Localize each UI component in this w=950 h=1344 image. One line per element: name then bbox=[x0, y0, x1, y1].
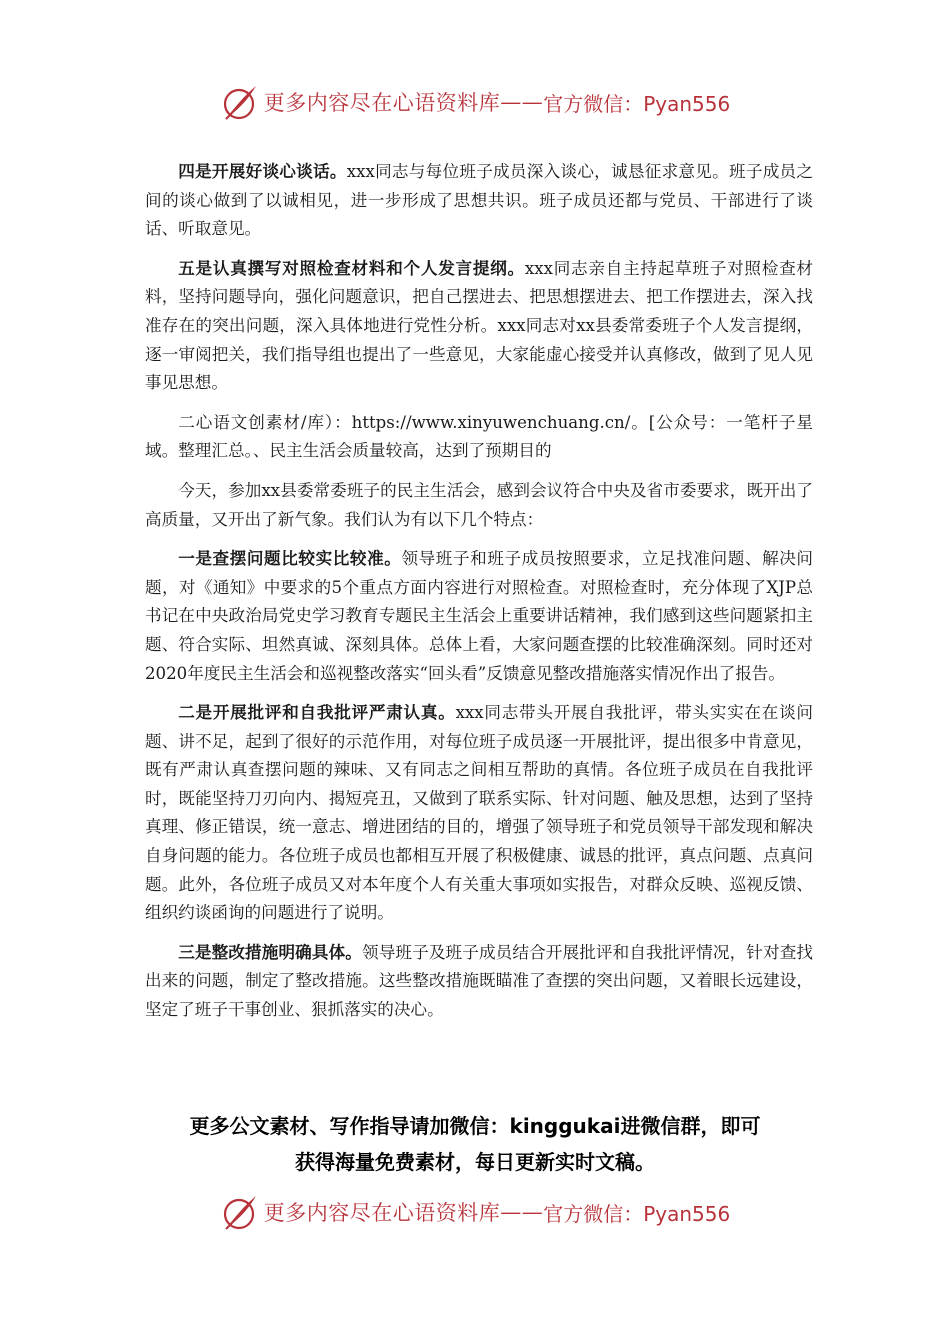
paragraph-text: xxx同志与每位班子成员深入谈心，诚恳征求意见。班子成员之间的谈心做到了以诚相见，进一步形成了思想共识。班子成员还都与党员、干部进行了谈话、听取意见。 bbox=[145, 162, 814, 239]
paragraph-talks bbox=[145, 158, 813, 244]
paragraph-lead: 二是开展批评和自我批评严肃认真。 bbox=[178, 703, 456, 723]
paragraph-point-two bbox=[145, 699, 813, 928]
promo-note bbox=[120, 1108, 830, 1180]
quill-logo-icon bbox=[220, 1192, 260, 1232]
footer-watermark-banner bbox=[0, 1190, 950, 1234]
paragraph-lead: 四是开展好谈心谈话。 bbox=[178, 162, 347, 181]
paragraph-text: 今天，参加xx县委常委班子的民主生活会，感到会议符合中央及省市委要求，既开出了高质量，又开出了新气象。我们认为有以下几个特点： bbox=[145, 480, 813, 529]
paragraph-section-two-heading bbox=[145, 409, 813, 466]
paragraph-materials bbox=[145, 255, 813, 398]
header-watermark-banner bbox=[0, 80, 950, 124]
paragraph-text: xxx同志带头开展自我批评，带头实实在在谈问题、讲不足，起到了很好的示范作用，对每位班子成员逐一开展批评，提出很多中肯意见，既有严肃认真查摆问题的辣味、又有同志之间相互帮助的真情。各位班子成员在自我批评时，既能坚持刀刃向内、揭短亮丑，又做到了联系实际、针对问题、触及思想，达到了坚持真理、修正错误，统一意志、增进团结的目的，增强了领导班子和党员领导干部发现和解决自身问题的能力。各位班子成员也都相互开展了积极健康、诚恳的批评，真点问题、点真问题。此外，各位班子成员又对本年度个人有关重大事项如实报告，对群众反映、巡视反馈、组织约谈函询的问题进行了说明。 bbox=[145, 703, 814, 923]
banner-dash: —— bbox=[500, 1200, 544, 1224]
document-body bbox=[145, 158, 813, 1036]
quill-logo-icon bbox=[220, 82, 260, 122]
paragraph-point-one bbox=[145, 545, 813, 688]
banner-wechat-id: 官方微信：Pyan556 bbox=[543, 1201, 731, 1226]
promo-line-1: 更多公文素材、写作指导请加微信：kinggukai进微信群，即可 bbox=[189, 1114, 761, 1138]
paragraph-lead: 一是查摆问题比较实比较准。 bbox=[178, 549, 402, 569]
banner-text: 更多内容尽在心语资料库 bbox=[263, 91, 501, 115]
paragraph-lead: 五是认真撰写对照检查材料和个人发言提纲。 bbox=[178, 258, 525, 278]
paragraph-text: 二心语文创素材/库）：https://www.xinyuwenchuang.cn/。[公众号：一笔杆子星域。整理汇总。、民主生活会质量较高，达到了预期目的 bbox=[145, 412, 813, 461]
paragraph-text: 领导班子和班子成员按照要求，立足找准问题、解决问题，对《通知》中要求的5个重点方面内容进行对照检查。对照检查时，充分体现了XJP总书记在中央政治局党史学习教育专题民主生活会上重要讲话精神，我们感到这些问题紧扣主题、符合实际、坦然真诚、深刻具体。总体上看，大家问题查摆的比较准确深刻。同时还对2020年度民主生活会和巡视整改落实“回头看”反馈意见整改措施落实情况作出了报告。 bbox=[145, 549, 814, 683]
paragraph-text: xxx同志亲自主持起草班子对照检查材料，坚持问题导向，强化问题意识，把自己摆进去、把思想摆进去、把工作摆进去，深入找准存在的突出问题，深入具体地进行党性分析。xxx同志对xx县委常委班子个人发言提纲，逐一审阅把关，我们指导组也提出了一些意见，大家能虚心接受并认真修改，做到了见人见事见思想。 bbox=[145, 258, 814, 393]
paragraph-text: 领导班子及班子成员结合开展批评和自我批评情况，针对查找出来的问题，制定了整改措施。这些整改措施既瞄准了查摆的突出问题，又着眼长远建设，坚定了班子干事创业、狠抓落实的决心。 bbox=[145, 942, 814, 1020]
paragraph-lead: 三是整改措施明确具体。 bbox=[178, 942, 362, 962]
banner-wechat-id: 官方微信：Pyan556 bbox=[543, 91, 731, 116]
banner-text: 更多内容尽在心语资料库 bbox=[263, 1201, 501, 1225]
paragraph-point-three bbox=[145, 939, 813, 1025]
promo-line-2: 获得海量免费素材，每日更新实时文稿。 bbox=[295, 1150, 655, 1174]
banner-dash: —— bbox=[500, 90, 544, 114]
paragraph-intro bbox=[145, 477, 813, 534]
